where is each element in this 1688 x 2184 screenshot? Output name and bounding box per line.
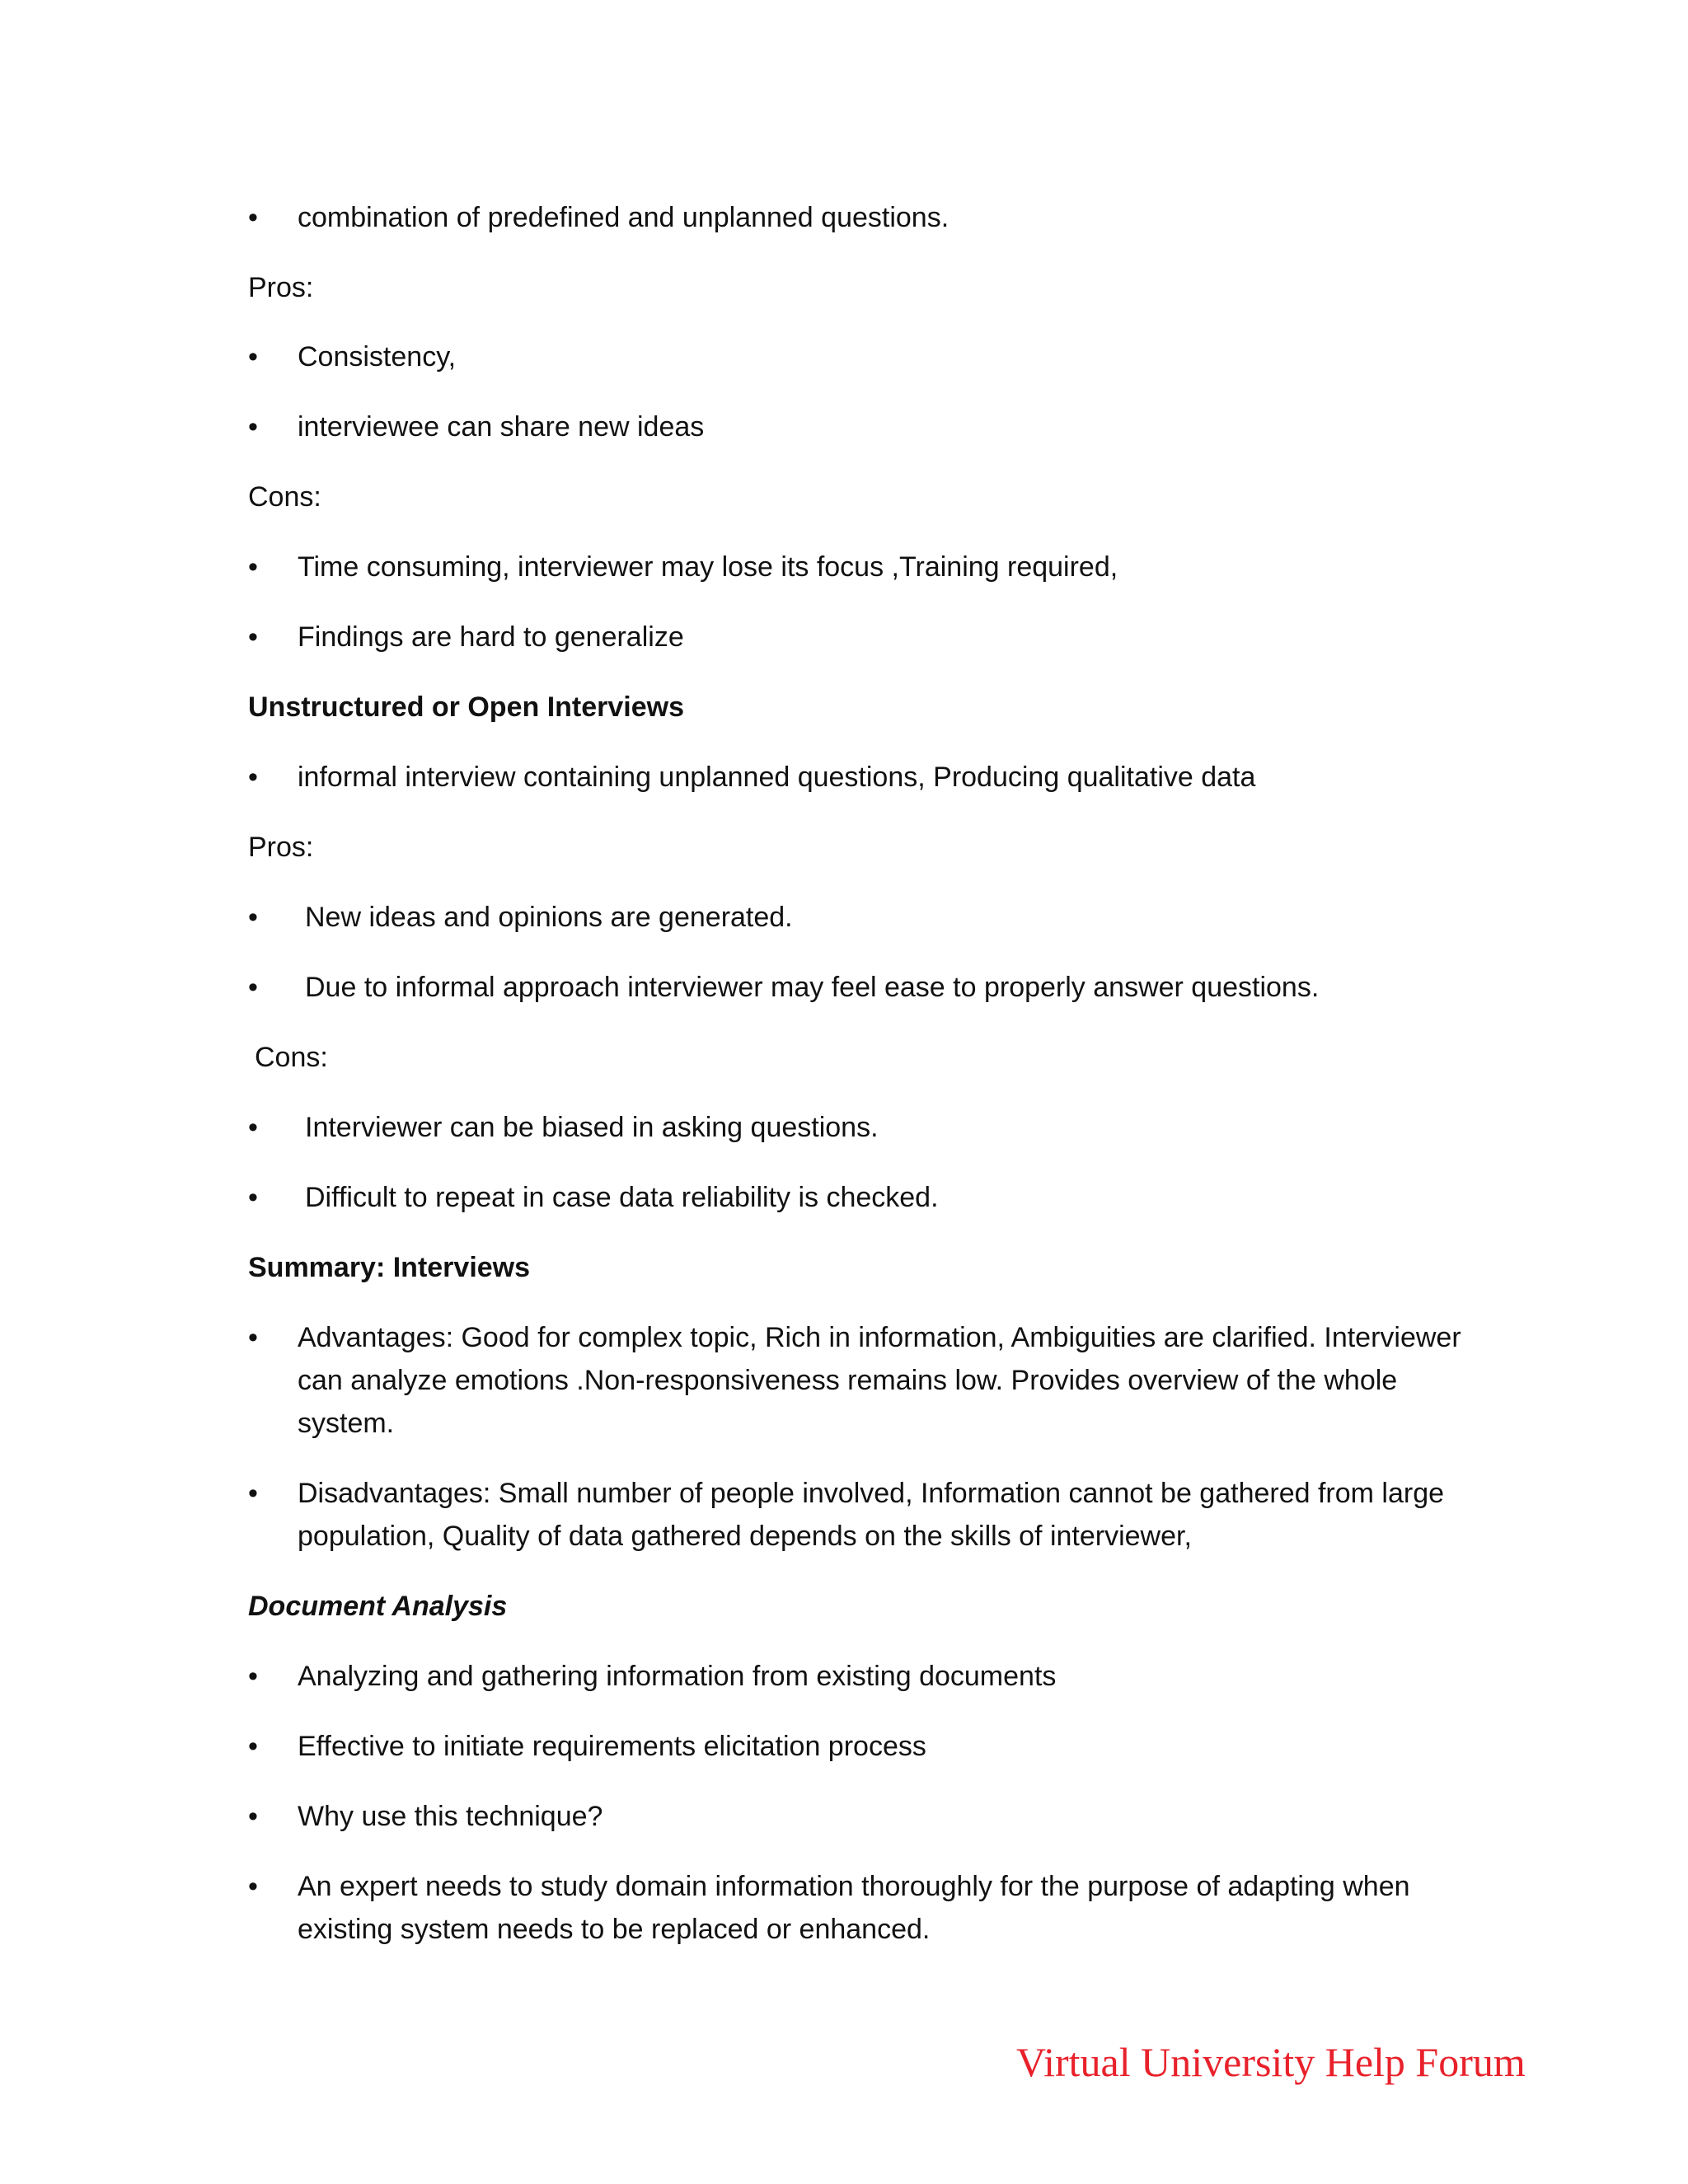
bullet-icon: • bbox=[248, 202, 258, 233]
list-item-text: An expert needs to study domain information thoroughly for the purpose of adapting when existing system needs to be replaced or enhanced. bbox=[298, 1871, 1410, 1945]
bullet-icon: • bbox=[248, 1478, 258, 1509]
list-item-text: combination of predefined and unplanned questions. bbox=[298, 202, 950, 233]
list-item-text: Why use this technique? bbox=[298, 1801, 603, 1832]
bullet-icon: • bbox=[248, 1871, 258, 1902]
list-item-text: Due to informal approach interviewer may feel ease to properly answer questions. bbox=[305, 972, 1320, 1003]
list-item-text: Interviewer can be biased in asking questions. bbox=[305, 1112, 879, 1143]
bullet-icon: • bbox=[248, 902, 258, 933]
cons-label: Cons: bbox=[248, 481, 321, 513]
bullet-icon: • bbox=[248, 1322, 258, 1353]
section-heading-unstructured: Unstructured or Open Interviews bbox=[248, 691, 684, 723]
pros-label: Pros: bbox=[248, 832, 314, 863]
list-item-text: Analyzing and gathering information from existing documents bbox=[298, 1661, 1057, 1692]
pros-label: Pros: bbox=[248, 272, 314, 303]
list-item-text: Advantages: Good for complex topic, Rich in information, Ambiguities are clarified. Interviewer can analyze emotions .Non-responsiveness remains low. Provides overview of the whole system. bbox=[298, 1322, 1461, 1439]
list-item-text: Disadvantages: Small number of people involved, Information cannot be gathered from large population, Quality of data gathered depends on the skills of interviewer, bbox=[298, 1478, 1445, 1552]
bullet-icon: • bbox=[248, 1801, 258, 1832]
list-item-text: informal interview containing unplanned questions, Producing qualitative data bbox=[298, 762, 1256, 793]
bullet-icon: • bbox=[248, 1182, 258, 1213]
list-item-text: Findings are hard to generalize bbox=[298, 621, 684, 653]
list-item-text: Difficult to repeat in case data reliability is checked. bbox=[305, 1182, 939, 1213]
section-heading-document-analysis: Document Analysis bbox=[248, 1591, 508, 1622]
bullet-icon: • bbox=[248, 551, 258, 583]
bullet-icon: • bbox=[248, 972, 258, 1003]
bullet-icon: • bbox=[248, 411, 258, 443]
bullet-icon: • bbox=[248, 1731, 258, 1762]
list-item-text: interviewee can share new ideas bbox=[298, 411, 705, 443]
list-item-text: Consistency, bbox=[298, 341, 457, 373]
bullet-icon: • bbox=[248, 762, 258, 793]
footer-brand: Virtual University Help Forum bbox=[1016, 2039, 1526, 2085]
list-item-text: Time consuming, interviewer may lose its focus ,Training required, bbox=[298, 551, 1118, 583]
section-heading-summary: Summary: Interviews bbox=[248, 1252, 531, 1283]
bullet-icon: • bbox=[248, 621, 258, 653]
list-item-text: Effective to initiate requirements elicitation process bbox=[298, 1731, 926, 1762]
bullet-icon: • bbox=[248, 1112, 258, 1143]
list-item-text: New ideas and opinions are generated. bbox=[305, 902, 793, 933]
bullet-icon: • bbox=[248, 341, 258, 373]
cons-label: Cons: bbox=[255, 1042, 328, 1073]
bullet-icon: • bbox=[248, 1661, 258, 1692]
